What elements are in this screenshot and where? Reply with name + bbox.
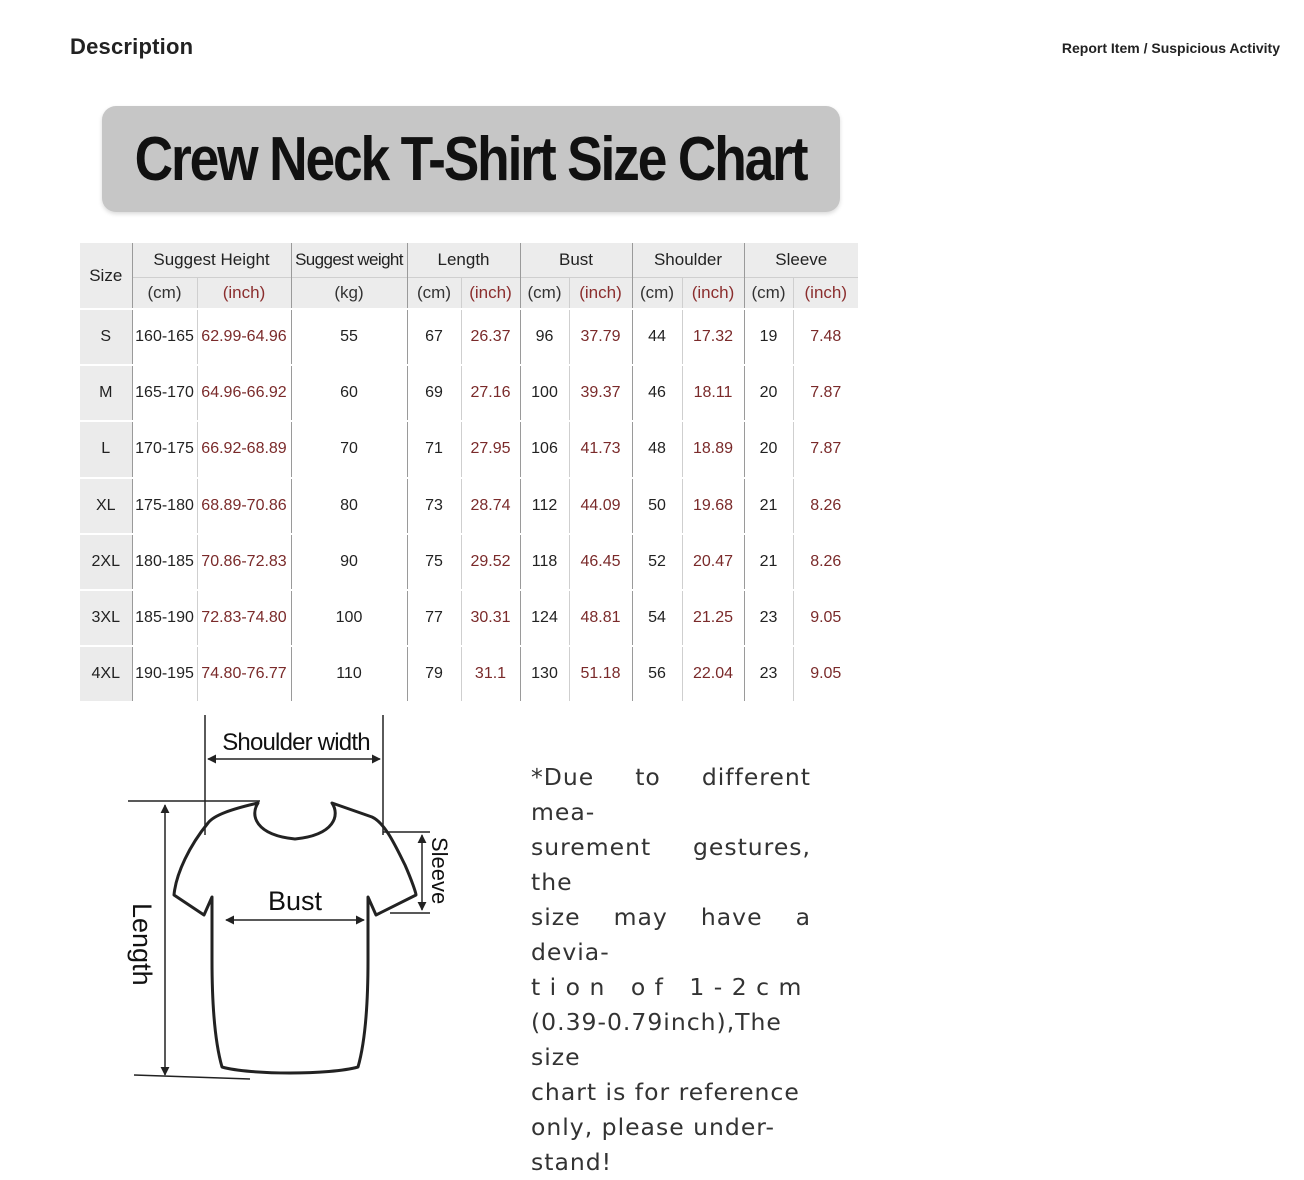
unit-inch: (inch) <box>569 278 632 310</box>
cell-shoulder-cm: 44 <box>632 309 682 365</box>
cell-sleeve-cm: 23 <box>744 646 793 701</box>
cell-sleeve-cm: 20 <box>744 365 793 421</box>
cell-bust-cm: 118 <box>520 534 569 590</box>
cell-length-in: 27.16 <box>461 365 520 421</box>
table-row <box>80 478 858 534</box>
note-line: surement gestures, the <box>531 833 811 896</box>
note-line: chart is for reference <box>531 1078 800 1106</box>
unit-cm: (cm) <box>744 278 793 310</box>
cell-sleeve-in: 9.05 <box>793 646 858 701</box>
unit-inch: (inch) <box>461 278 520 310</box>
table-row <box>80 590 858 646</box>
unit-cm: (cm) <box>407 278 461 310</box>
col-header-sleeve: Sleeve <box>744 243 858 278</box>
col-header-shoulder: Shoulder <box>632 243 744 278</box>
col-header-weight: Suggest weight <box>291 243 407 278</box>
unit-cm: (cm) <box>632 278 682 310</box>
cell-length-cm: 77 <box>407 590 461 646</box>
cell-bust-cm: 124 <box>520 590 569 646</box>
bust-label: Bust <box>267 886 323 916</box>
cell-shoulder-in: 21.25 <box>682 590 744 646</box>
cell-sleeve-in: 8.26 <box>793 534 858 590</box>
size-chart-title: Crew Neck T-Shirt Size Chart <box>135 124 807 194</box>
cell-size: 2XL <box>80 534 132 590</box>
cell-size: L <box>80 421 132 477</box>
t-shirt-outline-icon <box>174 803 416 1073</box>
cell-bust-in: 46.45 <box>569 534 632 590</box>
cell-height-in: 64.96-66.92 <box>197 365 291 421</box>
cell-length-cm: 67 <box>407 309 461 365</box>
cell-sleeve-cm: 23 <box>744 590 793 646</box>
cell-weight: 110 <box>291 646 407 701</box>
cell-shoulder-cm: 50 <box>632 478 682 534</box>
cell-length-in: 31.1 <box>461 646 520 701</box>
cell-height-cm: 175-180 <box>132 478 197 534</box>
cell-weight: 70 <box>291 421 407 477</box>
table-row <box>80 646 858 701</box>
cell-sleeve-cm: 19 <box>744 309 793 365</box>
note-line: t i o n o f 1 - 2 c m <box>531 973 803 1001</box>
cell-shoulder-in: 19.68 <box>682 478 744 534</box>
unit-inch: (inch) <box>682 278 744 310</box>
table-row <box>80 309 858 365</box>
cell-length-in: 29.52 <box>461 534 520 590</box>
cell-bust-in: 37.79 <box>569 309 632 365</box>
page-header <box>0 0 1304 90</box>
cell-bust-in: 41.73 <box>569 421 632 477</box>
unit-inch: (inch) <box>197 278 291 310</box>
size-deviation-note <box>531 760 811 1180</box>
cell-length-in: 28.74 <box>461 478 520 534</box>
cell-height-cm: 170-175 <box>132 421 197 477</box>
cell-shoulder-in: 18.11 <box>682 365 744 421</box>
cell-bust-cm: 100 <box>520 365 569 421</box>
note-line: size may have a devia- <box>531 903 811 966</box>
cell-height-in: 62.99-64.96 <box>197 309 291 365</box>
cell-bust-cm: 96 <box>520 309 569 365</box>
unit-cm: (cm) <box>520 278 569 310</box>
cell-sleeve-in: 7.87 <box>793 421 858 477</box>
cell-size: 3XL <box>80 590 132 646</box>
cell-length-in: 26.37 <box>461 309 520 365</box>
cell-shoulder-cm: 48 <box>632 421 682 477</box>
cell-bust-in: 39.37 <box>569 365 632 421</box>
col-header-height: Suggest Height <box>132 243 291 278</box>
col-header-bust: Bust <box>520 243 632 278</box>
cell-length-cm: 71 <box>407 421 461 477</box>
cell-sleeve-in: 8.26 <box>793 478 858 534</box>
cell-shoulder-in: 18.89 <box>682 421 744 477</box>
col-header-size: Size <box>80 243 132 309</box>
cell-height-cm: 185-190 <box>132 590 197 646</box>
cell-shoulder-cm: 54 <box>632 590 682 646</box>
cell-sleeve-cm: 21 <box>744 478 793 534</box>
note-line: stand! <box>531 1148 613 1176</box>
cell-weight: 100 <box>291 590 407 646</box>
cell-shoulder-cm: 52 <box>632 534 682 590</box>
description-heading: Description <box>70 34 194 59</box>
cell-shoulder-cm: 56 <box>632 646 682 701</box>
cell-sleeve-cm: 20 <box>744 421 793 477</box>
cell-height-cm: 190-195 <box>132 646 197 701</box>
cell-height-in: 74.80-76.77 <box>197 646 291 701</box>
cell-weight: 60 <box>291 365 407 421</box>
table-row <box>80 421 858 477</box>
cell-bust-cm: 112 <box>520 478 569 534</box>
note-line: only, please under- <box>531 1113 775 1141</box>
cell-length-in: 27.95 <box>461 421 520 477</box>
cell-weight: 90 <box>291 534 407 590</box>
cell-sleeve-in: 9.05 <box>793 590 858 646</box>
cell-height-in: 70.86-72.83 <box>197 534 291 590</box>
cell-height-in: 68.89-70.86 <box>197 478 291 534</box>
cell-height-in: 66.92-68.89 <box>197 421 291 477</box>
note-line: *Due to different mea- <box>531 763 811 826</box>
size-table-body <box>80 309 858 701</box>
cell-size: 4XL <box>80 646 132 701</box>
cell-shoulder-in: 20.47 <box>682 534 744 590</box>
table-row <box>80 534 858 590</box>
cell-size: S <box>80 309 132 365</box>
cell-height-cm: 165-170 <box>132 365 197 421</box>
cell-bust-cm: 106 <box>520 421 569 477</box>
cell-weight: 80 <box>291 478 407 534</box>
cell-length-cm: 79 <box>407 646 461 701</box>
length-label: Length <box>127 903 157 986</box>
cell-shoulder-in: 22.04 <box>682 646 744 701</box>
cell-bust-in: 44.09 <box>569 478 632 534</box>
cell-length-in: 30.31 <box>461 590 520 646</box>
cell-length-cm: 75 <box>407 534 461 590</box>
size-table <box>80 243 858 701</box>
cell-weight: 55 <box>291 309 407 365</box>
cell-sleeve-in: 7.48 <box>793 309 858 365</box>
unit-kg: (kg) <box>291 278 407 310</box>
cell-sleeve-in: 7.87 <box>793 365 858 421</box>
cell-sleeve-cm: 21 <box>744 534 793 590</box>
sleeve-label: Sleeve <box>427 837 452 905</box>
cell-shoulder-in: 17.32 <box>682 309 744 365</box>
cell-bust-in: 51.18 <box>569 646 632 701</box>
cell-height-in: 72.83-74.80 <box>197 590 291 646</box>
report-item-link[interactable]: Report Item / Suspicious Activity <box>1061 40 1280 56</box>
unit-cm: (cm) <box>132 278 197 310</box>
table-row <box>80 365 858 421</box>
cell-size: XL <box>80 478 132 534</box>
t-shirt-measurement-diagram <box>100 705 500 1105</box>
col-header-length: Length <box>407 243 520 278</box>
cell-shoulder-cm: 46 <box>632 365 682 421</box>
unit-inch: (inch) <box>793 278 858 310</box>
cell-height-cm: 180-185 <box>132 534 197 590</box>
cell-bust-in: 48.81 <box>569 590 632 646</box>
cell-length-cm: 73 <box>407 478 461 534</box>
size-chart-banner <box>102 106 840 212</box>
cell-bust-cm: 130 <box>520 646 569 701</box>
note-line: (0.39-0.79inch),The size <box>531 1008 782 1071</box>
shoulder-width-label: Shoulder width <box>222 729 370 756</box>
cell-size: M <box>80 365 132 421</box>
cell-length-cm: 69 <box>407 365 461 421</box>
cell-height-cm: 160-165 <box>132 309 197 365</box>
